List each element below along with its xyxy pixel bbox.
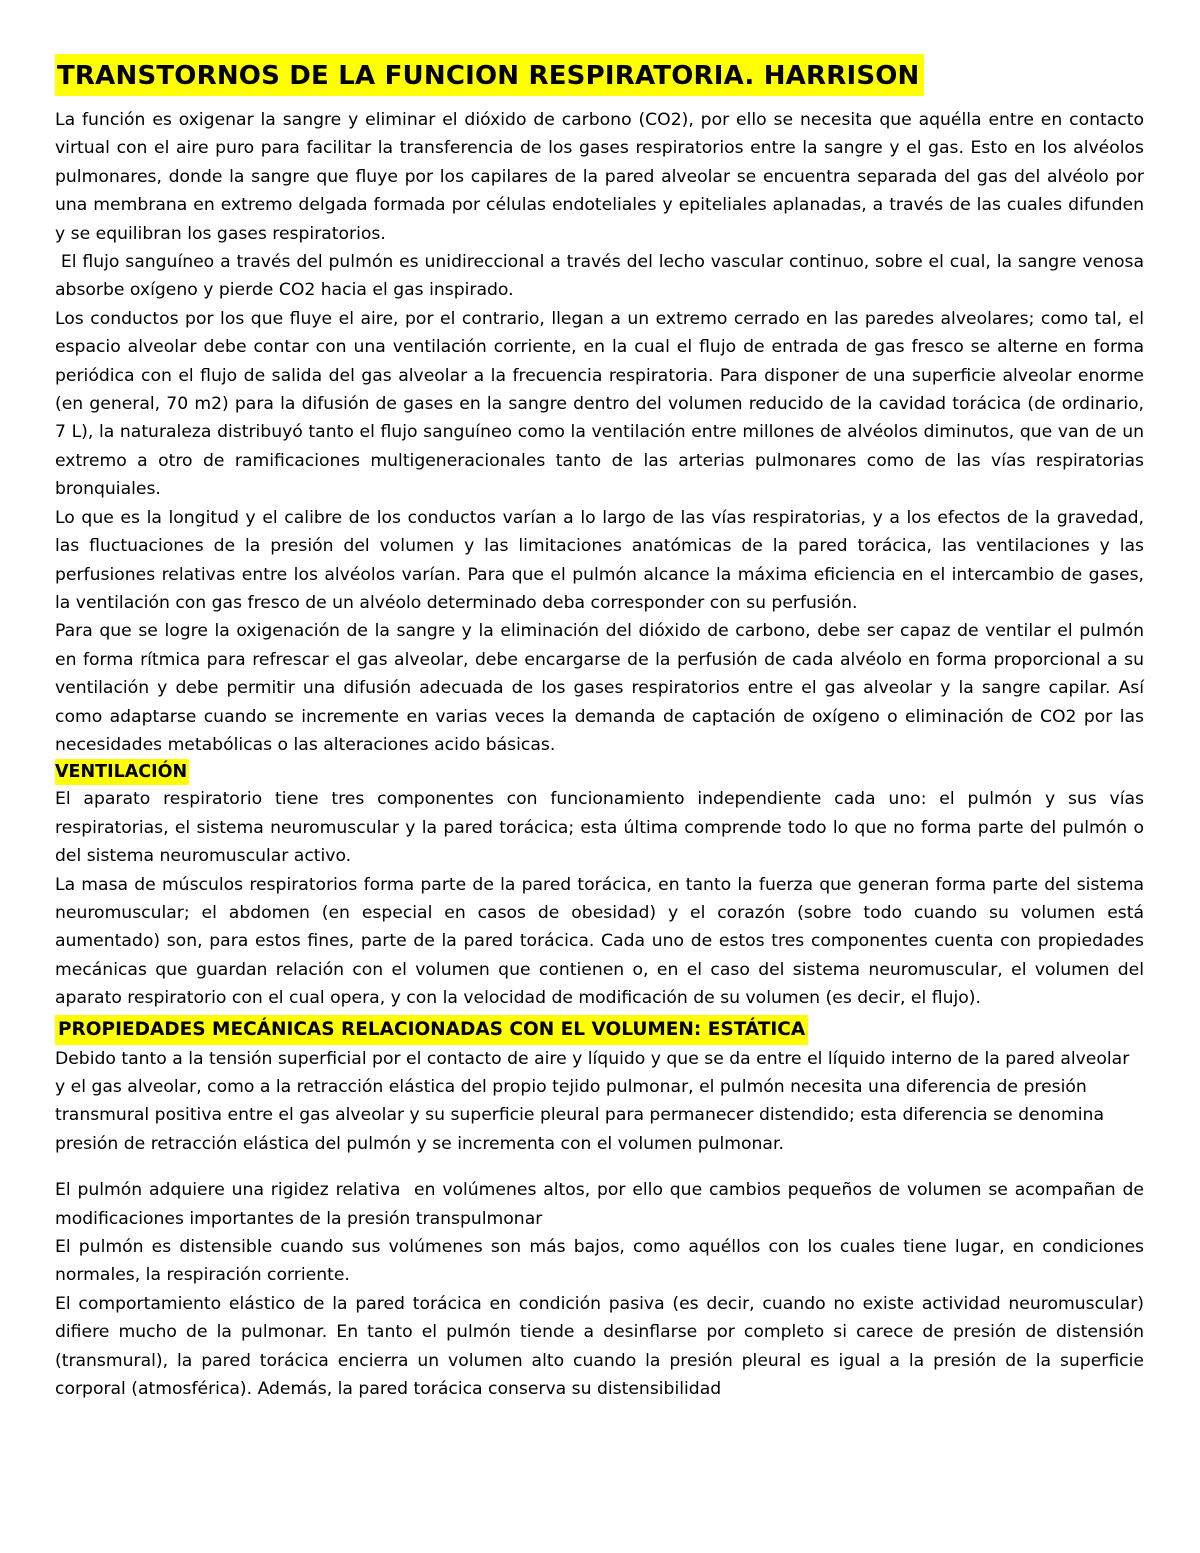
intro-paragraph-1: La función es oxigenar la sangre y eliminar el dióxido de carbono (CO2), por ello se necesita que aquélla entre en contacto virtual con el aire puro para facilitar la transferencia de los gases respiratorios entre la sangre y el gas. Esto en los alvéolos pulmonares, donde la sangre que fluye por los capilares de la pared alveolar se encuentra separada del gas del alvéolo por una membrana en extremo delgada formada por células endoteliales y epiteliales aplanadas, a través de las cuales difunden y se equilibran los gases respiratorios.: [55, 110, 1144, 244]
section-heading-propiedades: PROPIEDADES MECÁNICAS RELACIONADAS CON EL VOLUMEN: ESTÁTICA: [55, 1015, 808, 1045]
document-title: TRANSTORNOS DE LA FUNCION RESPIRATORIA. HARRISON: [55, 54, 924, 96]
paragraph-spacer: [55, 1158, 1144, 1176]
propiedades-paragraph-2: El pulmón adquiere una rigidez relativa en volúmenes altos, por ello que cambios pequeños de volumen se acompañan de modificaciones importantes de la presión transpulmonar: [55, 1180, 1150, 1229]
ventilacion-heading-row: [55, 759, 1144, 785]
section-heading-ventilacion: VENTILACIÓN: [55, 759, 189, 785]
intro-paragraph-5: Para que se logre la oxigenación de la sangre y la eliminación del dióxido de carbono, debe ser capaz de ventilar el pulmón en forma rítmica para refrescar el gas alveolar, debe encargarse de la perfusión de cada alvéolo en forma proporcional a su ventilación y debe permitir una difusión adecuada de los gases respiratorios entre el gas alveolar y la sangre capilar. Así como adaptarse cuando se incremente en varias veces la demanda de captación de oxígeno o eliminación de CO2 por las necesidades metabólicas o las alteraciones acido básicas.: [55, 621, 1144, 755]
propiedades-paragraph-1: Debido tanto a la tensión superficial por el contacto de aire y líquido y que se da entre el líquido interno de la pared alveolar y el gas alveolar, como a la retracción elástica del propio tejido pulmonar, el pulmón necesita una diferencia de presión transmural positiva entre el gas alveolar y su superficie pleural para permanecer distendido; esta diferencia se denomina presión de retracción elástica del pulmón y se incrementa con el volumen pulmonar.: [55, 1048, 1130, 1154]
propiedades-paragraph-4: El comportamiento elástico de la pared torácica en condición pasiva (es decir, cuando no existe actividad neuromuscular) difiere mucho de la pulmonar. En tanto el pulmón tiende a desinflarse por completo si carece de presión de distensión (transmural), la pared torácica encierra un volumen alto cuando la presión pleural es igual a la presión de la superficie corporal (atmosférica). Además, la pared torácica conserva su distensibilidad: [55, 1293, 1144, 1400]
intro-paragraph-4: Lo que es la longitud y el calibre de los conductos varían a lo largo de las vías respiratorias, y a los efectos de la gravedad, las fluctuaciones de la presión del volumen y las limitaciones anatómicas de la pared torácica, las ventilaciones y las perfusiones relativas entre los alvéolos varían. Para que el pulmón alcance la máxima eficiencia en el intercambio de gases, la ventilación con gas fresco de un alvéolo determinado deba corresponder con su perfusión.: [55, 507, 1144, 613]
intro-paragraph-2: El flujo sanguíneo a través del pulmón es unidireccional a través del lecho vascular continuo, sobre el cual, la sangre venosa absorbe oxígeno y pierde CO2 hacia el gas inspirado.: [55, 252, 1150, 301]
propiedades-heading-row: [55, 1015, 1144, 1045]
ventilacion-paragraph-2: La masa de músculos respiratorios forma parte de la pared torácica, en tanto la fuerza que generan forma parte del sistema neuromuscular; el abdomen (en especial en casos de obesidad) y el corazón (sobre todo cuando su volumen está aumentado) son, para estos fines, parte de la pared torácica. Cada uno de estos tres componentes cuenta con propiedades mecánicas que guardan relación con el volumen que contienen o, en el caso del sistema neuromuscular, el volumen del aparato respiratorio con el cual opera, y con la velocidad de modificación de su volumen (es decir, el flujo).: [55, 874, 1144, 1009]
ventilacion-paragraph-1: El aparato respiratorio tiene tres componentes con funcionamiento independiente cada uno: el pulmón y sus vías respiratorias, el sistema neuromuscular y la pared torácica; esta última comprende todo lo que no forma parte del pulmón o del sistema neuromuscular activo.: [55, 789, 1144, 867]
propiedades-paragraph-3: El pulmón es distensible cuando sus volúmenes son más bajos, como aquéllos con los cuales tiene lugar, en condiciones normales, la respiración corriente.: [55, 1237, 1144, 1286]
intro-paragraph-3: Los conductos por los que fluye el aire, por el contrario, llegan a un extremo cerrado en las paredes alveolares; como tal, el espacio alveolar debe contar con una ventilación corriente, en la cual el flujo de entrada de gas fresco se alterne en forma periódica con el flujo de salida del gas alveolar a la frecuencia respiratoria. Para disponer de una superficie alveolar enorme (en general, 70 m2) para la difusión de gases en la sangre dentro del volumen reducido de la cavidad torácica (de ordinario, 7 L), la naturaleza distribuyó tanto el flujo sanguíneo como la ventilación entre millones de alvéolos diminutos, que van de un extremo a otro de ramificaciones multigeneracionales tanto de las arterias pulmonares como de las vías respiratorias bronquiales.: [55, 308, 1144, 500]
